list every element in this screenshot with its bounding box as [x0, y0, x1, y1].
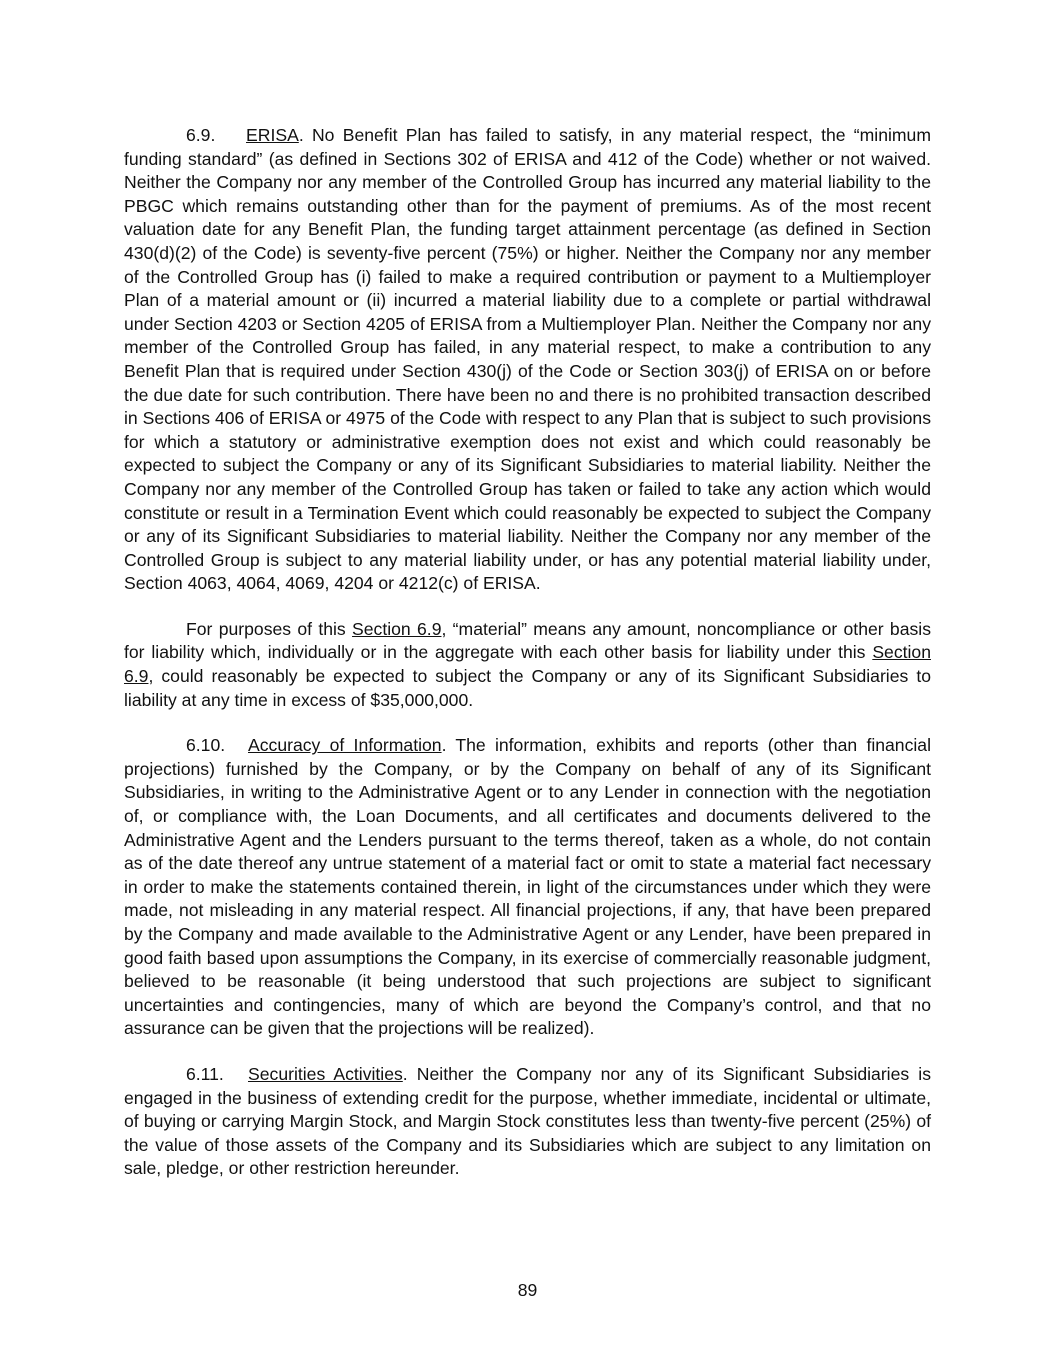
section-reference: Section 6.9: [124, 642, 931, 687]
section-reference: Section 6.9: [352, 618, 442, 639]
section-heading: Accuracy of Information: [248, 735, 442, 756]
section-heading: ERISA: [246, 125, 299, 145]
section-text: . No Benefit Plan has failed to satisfy, in any material respect, the “minimum funding standard” (as defined in Sections 302 of ERISA and 412 of the Code) whether or not waived. Neither the Company nor any member of the Controlled Group has incurred any material liability to the PBGC which remains outstanding other than for the payment of premiums. As of the most recent valuation date for any Benefit Plan, the funding target attainment percentage (as defined in Section 430(d)(2) of the Code) is seventy-five percent (75%) or higher. Neither the Company nor any member of the Controlled Group has (i) failed to make a required contribution or payment to a Multiemployer Plan of a material amount or (ii) incurred a material liability due to a complete or partial withdrawal under Section 4203 or Section 4205 of ERISA from a Multiemployer Plan. Neither the Company nor any member of the Controlled Group has failed, in any material respect, to make a contribution to any Benefit Plan that is required under Section 430(j) of the Code or Section 303(j) of ERISA on or before the due date for such contribution. There have been no and there is no prohibited transaction described in Sections 406 of ERISA or 4975 of the Code with respect to any Plan that is subject to such provisions for which a statutory or administrative exemption does not exist and which could reasonably be expected to subject the Company or any of its Significant Subsidiaries to material liability. Neither the Company nor any member of the Controlled Group has taken or failed to take any action which would constitute or result in a Termination Event which could reasonably be expected to subject the Company or any of its Significant Subsidiaries to material liability. Neither the Company nor any member of the Controlled Group is subject to any material liability under, or has any potential material liability under, Section 4063, 4064, 4069, 4204 or 4212(c) of ERISA.: [124, 125, 931, 594]
document-body: [124, 124, 931, 1203]
section-6-9-purposes-paragraph: [124, 618, 931, 712]
section-text: . The information, exhibits and reports (other than financial projections) furnished by the Company, or by the Company on behalf of any of its Significant Subsidiaries, in writing to the Administrative Agent or to any Lender in connection with the negotiation of, or compliance with, the Loan Documents, and all certificates and documents delivered to the Administrative Agent and the Lenders pursuant to the terms thereof, taken as a whole, do not contain as of the date thereof any untrue statement of a material fact or omit to state a material fact necessary in order to make the statements contained therein, in light of the circumstances under which they were made, not misleading in any material respect. All financial projections, if any, that have been prepared by the Company and made available to the Administrative Agent or any Lender, have been prepared in good faith based upon assumptions the Company, in its exercise of commercially reasonable judgment, believed to be reasonable (it being understood that such projections are subject to significant uncertainties and contingencies, many of which are beyond the Company’s control, and that no assurance can be given that the projections will be realized).: [124, 735, 931, 1039]
page-number: 89: [517, 1280, 538, 1300]
section-number: 6.10.: [186, 735, 226, 756]
section-text: . Neither the Company nor any of its Significant Subsidiaries is engaged in the business of extending credit for the purpose, whether immediate, incidental or ultimate, of buying or carrying Margin Stock, and Margin Stock constitutes less than twenty-five percent (25%) of the value of those assets of the Company and its Subsidiaries which are subject to any limitation on sale, pledge, or other restriction hereunder.: [124, 1063, 931, 1179]
paragraph-text: , could reasonably be expected to subject the Company or any of its Significant Subsidiaries to liability at any time in excess of $35,000,000.: [124, 666, 931, 710]
paragraph-text: , “material” means any amount, noncompliance or other basis for liability which, individually or in the aggregate with each other basis for liability under this: [124, 618, 931, 663]
section-6-9-paragraph: [124, 124, 931, 596]
section-heading: Securities Activities: [248, 1063, 403, 1084]
paragraph-text: For purposes of this: [186, 618, 353, 639]
section-number: 6.11.: [186, 1063, 224, 1084]
section-6-11-paragraph: [124, 1063, 931, 1181]
section-number: 6.9.: [186, 125, 216, 145]
section-6-10-paragraph: [124, 734, 931, 1041]
